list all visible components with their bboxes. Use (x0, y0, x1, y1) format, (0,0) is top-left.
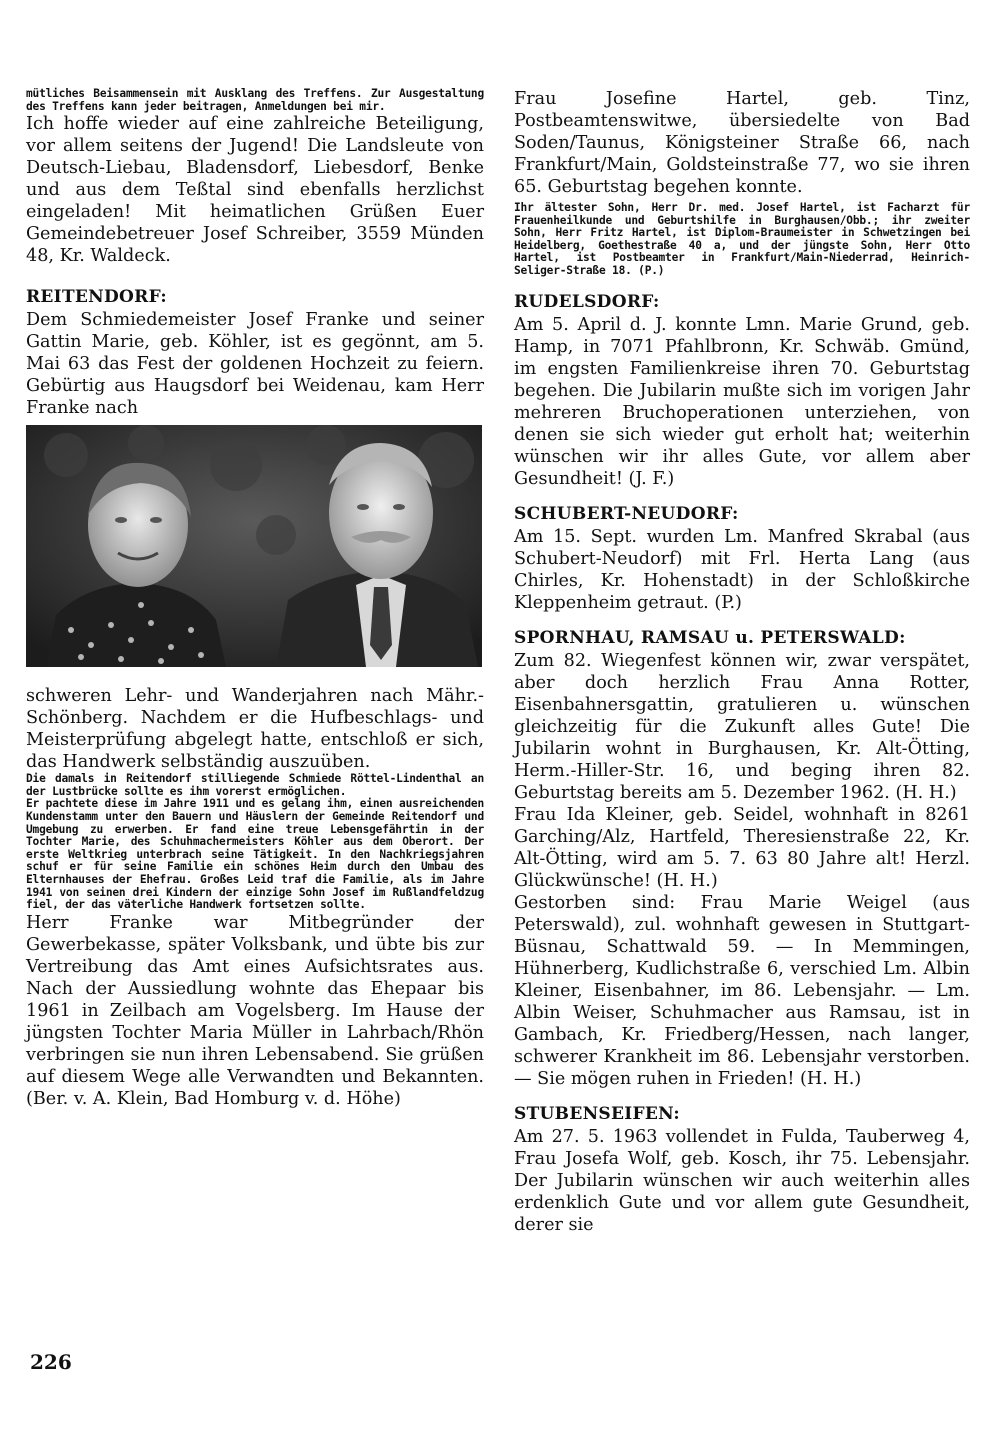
spornhau-paragraph-2: Frau Ida Kleiner, geb. Seidel, wohnhaft in 8261 Garching/Alz, Hartfeld, Theresienstraße 22, Kr. Alt-Ötting, wird am 5. 7. 63 80 Jahre alt! Herzl. Glückwünsche! (H. H.) (514, 804, 970, 891)
spornhau-paragraph-3: Gestorben sind: Frau Marie Weigel (aus Peterswald), zul. wohnhaft gewesen in Stuttgart-Büsnau, Schattwald 59. — In Memmingen, Hühnerberg, Kudlichstraße 6, verschied Lm. Albin Kleiner, Eisenbahner, im 86. Lebensjahr. — Lm. Albin Weiser, Schuhmacher aus Ramsau, ist in Gambach, Kr. Friedberg/Hessen, nach langer, schwerer Krankheit im 86. Lebensjahr verstorben. — Sie mögen ruhen in Frieden! (H. H.) (514, 892, 970, 1089)
rudelsdorf-paragraph: Am 5. April d. J. konnte Lmn. Marie Grund, geb. Hamp, in 7071 Pfahlbronn, Kr. Schwäb. Gmünd, im engsten Familienkreise ihren 70. Geburtstag begehen. Die Jubilarin mußte sich im vorigen Jahr mehreren Bruchoperationen unterziehen, von denen sie sich wieder gut erholt hat; weiterhin wünschen wir ihr alles Gute, vor allem aber Gesundheit! (J. F.) (514, 314, 970, 489)
reitendorf-paragraph-3: Herr Franke war Mitbegründer der Gewerbekasse, später Volksbank, und übte bis zur Vertreibung das Amt eines Aufsichtsrates aus. Nach der Aussiedlung wohnte das Ehepaar bis 1961 in Zeilbach am Vogelsberg. Im Hause der jüngsten Tochter Maria Müller in Lahrbach/Rhön verbringen sie nun ihren Lebensabend. Sie grüßen auf diesem Wege alle Verwandten und Bekannten. (Ber. v. A. Klein, Bad Homburg v. d. Höhe) (26, 912, 484, 1109)
left-column (26, 88, 484, 1110)
heading-stubenseifen: STUBENSEIFEN: (514, 1103, 680, 1124)
heading-schubert-neudorf: SCHUBERT-NEUDORF: (514, 503, 739, 524)
schubert-paragraph: Am 15. Sept. wurden Lm. Manfred Skrabal (aus Schubert-Neudorf) mit Frl. Herta Lang (aus Chirles, Kr. Hohenstadt) in der Schloßkirche Kleppenheim getraut. (P.) (514, 526, 970, 613)
hartel-small-text: Ihr ältester Sohn, Herr Dr. med. Josef Hartel, ist Facharzt für Frauenheilkunde und Geburtshilfe in Burghausen/Obb.; ihr zweiter Sohn, Herr Fritz Hartel, ist Diplom-Braumeister in Schwetzingen bei Heidelberg, Goethestraße 40 a, und der jüngste Sohn, Herr Otto Hartel, ist Postbeamter in Frankfurt/Main-Niederrad, Heinrich-Seliger-Straße 18. (P.) (514, 201, 970, 277)
heading-spornhau: SPORNHAU, RAMSAU u. PETERSWALD: (514, 627, 906, 648)
right-column (514, 88, 970, 1236)
reitendorf-paragraph-1: Dem Schmiedemeister Josef Franke und seiner Gattin Marie, geb. Köhler, ist es gegönnt, am 5. Mai 63 das Fest der goldenen Hochzeit zu feiern. Gebürtig aus Haugsdorf bei Weidenau, kam Herr Franke nach (26, 310, 484, 419)
couple-photo-image (26, 425, 482, 667)
couple-photo (26, 425, 482, 667)
hartel-paragraph: Frau Josefine Hartel, geb. Tinz, Postbeamtenswitwe, übersiedelte von Bad Soden/Taunus, Königsteiner Straße 66, nach Frankfurt/Main, Goldsteinstraße 77, wo sie ihren 65. Geburtstag begehen konnte. (514, 89, 970, 197)
stubenseifen-paragraph: Am 27. 5. 1963 vollendet in Fulda, Tauberweg 4, Frau Josefa Wolf, geb. Kosch, ihr 75. Lebensjahr. Der Jubilarin wünschen wir auch weiterhin alles erdenklich Gute und vor allem gute Gesundheit, derer sie (514, 1126, 970, 1235)
spornhau-paragraph-1: Zum 82. Wiegenfest können wir, zwar verspätet, aber doch herzlich Frau Anna Rotter, Eisenbahnersgattin, gratulieren u. wünschen gleichzeitig für die Zukunft alles Gute! Die Jubilarin wohnt in Burghausen, Kr. Alt-Ötting, Herm.-Hiller-Str. 16, und beging ihren 82. Geburtstag bereits am 5. Dezember 1962. (H. H.) (514, 650, 970, 803)
heading-reitendorf: REITENDORF: (26, 287, 167, 308)
heading-rudelsdorf: RUDELSDORF: (514, 291, 660, 312)
page-number: 226 (30, 1350, 72, 1374)
intro-paragraph: Ich hoffe wieder auf eine zahlreiche Beteiligung, vor allem seitens der Jugend! Die Landsleute von Deutsch-Liebau, Bladensdorf, Liebesdorf, Benke und aus dem Teßtal sind ebenfalls herzlichst eingeladen! Mit heimatlichen Grüßen Euer Gemeindebetreuer Josef Schreiber, 3559 Münden 48, Kr. Waldeck. (26, 114, 484, 267)
intro-small-text: mütliches Beisammensein mit Ausklang des Treffens. Zur Ausgestaltung des Treffens kann jeder beitragen, Anmeldungen bei mir. (26, 87, 484, 113)
reitendorf-paragraph-2: schweren Lehr- und Wanderjahren nach Mähr.-Schönberg. Nachdem er die Hufbeschlags- und Meisterprüfung abgelegt hatte, entschloß er sich, das Handwerk selbständig auszuüben. (26, 686, 484, 773)
reitendorf-small-1: Die damals in Reitendorf stilliegende Schmiede Röttel-Lindenthal an der Lustbrücke sollte es ihm vorerst ermöglichen. (26, 772, 484, 798)
reitendorf-small-2: Er pachtete diese im Jahre 1911 und es gelang ihm, einen ausreichenden Kundenstamm unter den Bauern und Häuslern der Gemeinde Reitendorf und Umgebung zu erwerben. Er fand eine treue Lebensgefährtin in der Tochter Marie, des Schuhmachermeisters Köhler aus dem Oberort. Der erste Weltkrieg unterbrach seine Tätigkeit. In den Nachkriegsjahren schuf er für seine Familie ein schönes Heim durch den Umbau des Elternhauses der Ehefrau. Großes Leid traf die Familie, als im Jahre 1941 von seinen drei Kindern der einzige Sohn Josef im Rußlandfeldzug fiel, der das väterliche Handwerk fortsetzen sollte. (26, 797, 484, 912)
